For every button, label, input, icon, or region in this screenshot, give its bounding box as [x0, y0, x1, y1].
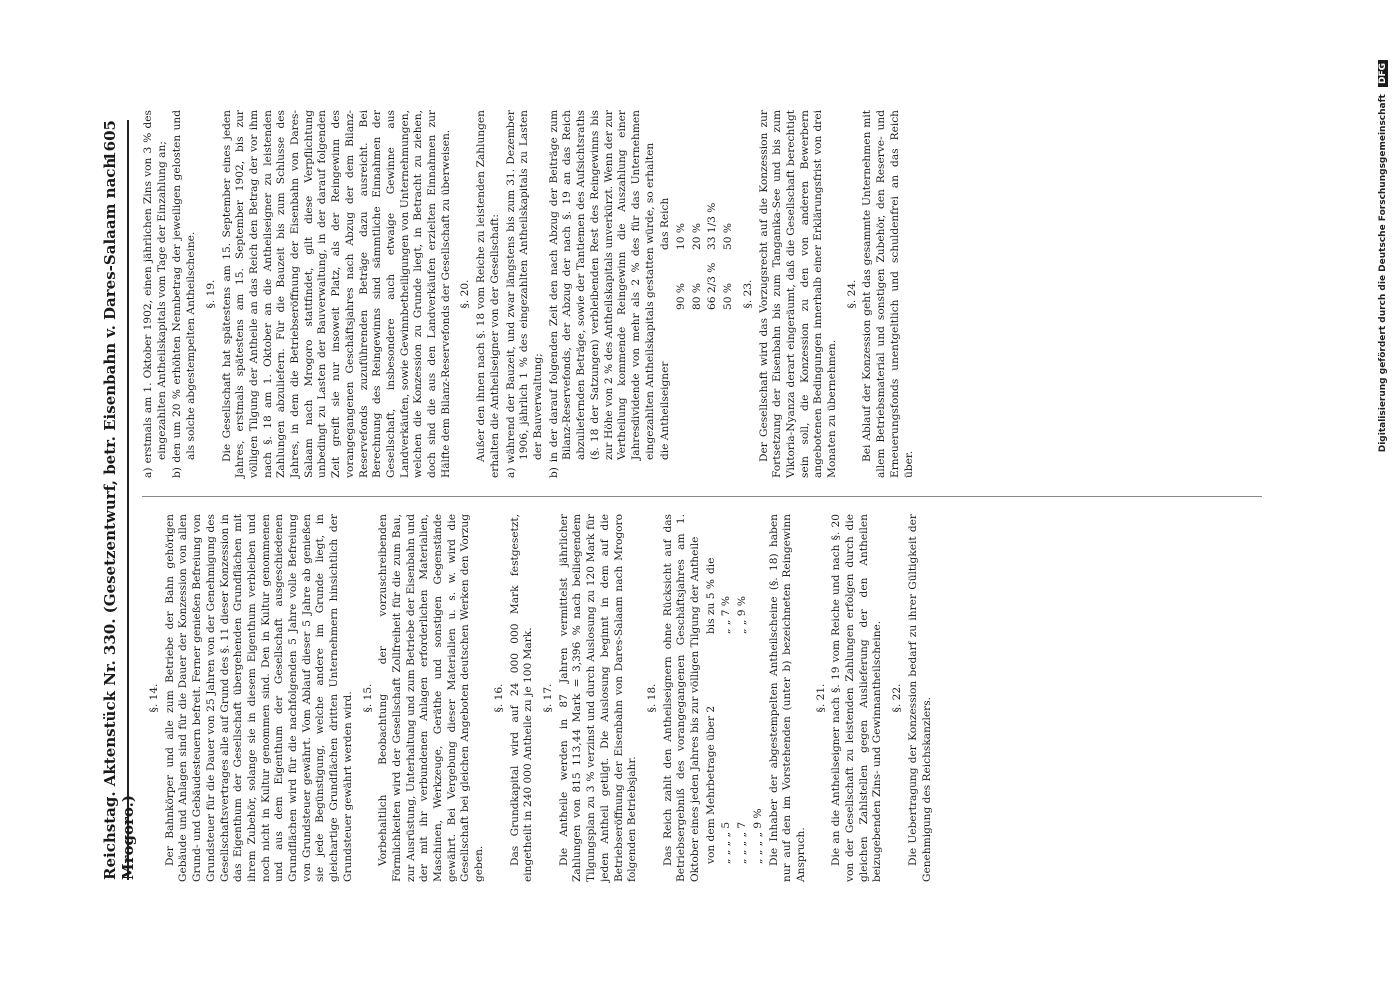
section-text: Das Reich zahlt den Antheilseignern ohne Rücksicht auf das Betriebsergebniß des vorangegangenen Geschäftsjahres am 1. Oktober eines jeden Jahres bis zur völligen Tilgung der Antheile	[661, 514, 702, 882]
list-item: a) während der Bauzeit, und zwar längstens bis zum 31. Dezember 1906, jährlich 1 % des eingezahlten Antheilskapitals zu Lasten der Bauverwaltung;	[504, 110, 544, 478]
share-cell	[691, 310, 705, 460]
share-row	[706, 110, 720, 460]
section-text: Der Bahnkörper und alle zum Betriebe der Bahn gehörigen Gebäude und Anlagen sind für die Dauer der Konzession von allen Grund- und Gebäudesteuern befreit. Ferner genießen Befreiung von Grundsteuer für die Dauer von 25 Jahren von der Genehmigung des Gesellschaftsvertrages alle auf Grund des §. 11 dieser Konzession in das Eigenthum der Gesellschaft übergehenden Grundflächen mit ihrem Zubehör, solange sie in diesem Eigenthum verbleiben und noch nicht in Kultur genommen sind. Den in Kultur genommenen und aus dem Eigenthum der Gesellschaft ausgeschiedenen Grundflächen wird für die nachfolgenden 5 Jahre volle Befreiung von Grundsteuer gewährt. Vom Ablauf dieser 5 Jahre ab genießen sie jede Begünstigung, welche andere im Grunde liegt, in gleichartige Grundflächen dritten Unternehmern hinsichtlich der Grundsteuer gewährt werden wird.	[163, 514, 354, 882]
scale-cell: „ „ „ „ 9 %	[751, 808, 764, 864]
scale-cell: die	[704, 557, 717, 574]
right-column	[142, 110, 918, 478]
scale-cell	[752, 514, 766, 574]
section-text: Die Gesellschaft hat spätestens am 15. September eines jeden Jahres, erstmals spätestens am 15. September 1902, bis zur völligen Tilgung der Antheile an das Reich den Betrag der vor ihm nach §. 18 am 1. Oktober an die Antheilseigner zu leistenden Zahlungen abzuliefern. Für die Bauzeit bis zum Schlusse des Jahres, in dem die Betriebseröffnung der Eisenbahn von Dares-Salaam nach Mrogoro stattfindet, gilt diese Verpflichtung unbedingt zu Lasten der Bauverwaltung, in der darauf folgenden Zeit greift sie nur insoweit Platz, als der Reingewinn des vorangegangenen Geschäftsjahres nach Abzug der dem Bilanz-Reservefonds zuzuführenden Beträge dazu ausreicht. Bei Berechnung des Reingewinns sind sämmtliche Einnahmen der Gesellschaft, insbesondere auch etwaige Gewinne aus Landverkäufen, sowie Gewinnbetheiligungen von Unternehmungen, welchen die Konzession zu Grunde liegt, in Betracht zu ziehen, doch sind die aus den Landverkäufen erzielten Einnahmen zur Hälfte dem Bilanz-Reservefonds der Gesellschaft zu überweisen.	[220, 110, 452, 478]
share-row	[675, 110, 689, 460]
section-heading: §. 18.	[645, 683, 658, 713]
share-cell: 90 %	[675, 283, 688, 310]
share-cell: 20 %	[690, 223, 703, 250]
scale-row	[736, 514, 750, 864]
share-cell	[675, 310, 689, 460]
share-cell: 50 %	[722, 223, 735, 250]
section-heading: §. 15.	[361, 683, 374, 713]
share-cell: 33 1/3 %	[706, 202, 719, 250]
footer-text: Digitalisierung gefördert durch die Deutsche Forschungsgemeinschaft	[1378, 94, 1388, 453]
share-row	[722, 110, 736, 460]
scale-row	[705, 514, 719, 864]
scale-cell: „ „ 9 %	[736, 596, 749, 634]
section-heading: §. 16.	[492, 683, 505, 713]
section-text: Die Inhaber der abgestempelten Antheilscheine (§. 18) haben nur auf den im Vorstehenden (unter b) bezeichneten Reingewinn Anspruch.	[767, 514, 807, 882]
left-column	[142, 514, 936, 882]
section-text: Die Antheile werden in 87 Jahren vermittelst jährlicher Zahlungen von 815 113,44 Mark = 3,396 % nach beiliegendem Tilgungsplan zu 3 % verzinst und durch Auslosung zu 120 Mark für jeden Antheil getilgt. Die Auslosung beginnt in dem auf die Betriebseröffnung der Eisenbahn von Dares-Salaam nach Mrogoro folgenden Betriebsjahr.	[557, 514, 639, 882]
share-header	[659, 110, 673, 460]
section-heading: §. 24.	[845, 279, 858, 309]
share-cell: 80 %	[690, 283, 703, 310]
share-cell: 66 2/3 %	[706, 262, 719, 310]
scale-cell: bis zu 5 %	[704, 579, 717, 634]
section-text: Bei Ablauf der Konzession geht das gesammte Unternehmen mit allem Betriebsmaterial und sonstigen Zubehör, den Reserve- und Erneuerungsfonds unentgeltlich und schuldenfrei an das Reich über.	[861, 110, 915, 478]
section-heading: §. 20.	[459, 279, 472, 309]
page-header	[95, 120, 137, 880]
scale-cell	[752, 574, 766, 634]
section-heading: §. 23.	[741, 279, 754, 309]
scale-cell: „ „ „ „ 7	[736, 821, 749, 864]
section-text: Die Uebertragung der Konzession bedarf zu ihrer Gültigkeit der Genehmigung des Reichskanzlers.	[906, 514, 933, 882]
list-item: b) den um 20 % erhöhten Nennbetrag der jeweiligen gelosten und als solche abgestempelten Antheilscheine.	[171, 110, 198, 478]
share-cell	[659, 250, 673, 310]
dfg-logo: DFG	[1378, 60, 1388, 87]
page-number: 1605	[101, 120, 119, 162]
section-text: Das Grundkapital wird auf 24 000 000 Mark festgesetzt, eingetheilt in 240 000 Antheile zu je 100 Mark.	[508, 514, 535, 882]
share-cell	[706, 310, 720, 460]
scale-row	[752, 514, 766, 864]
scale-cell	[720, 514, 734, 574]
section-text: Der Gesellschaft wird das Vorzugsrecht auf die Konzession zur Fortsetzung der Eisenbahn bis zum Tanganika-See und bis zum Viktoria-Nyanza derart eingeräumt, daß die Gesellschaft berechtigt sein soll, die Konzession zu den von anderen Bewerbern angebotenen Bedingungen innerhalb einer Erklärungsfrist von drei Monaten zu übernehmen.	[757, 110, 839, 478]
list-item: a) erstmals am 1. Oktober 1902, einen jährlichen Zins von 3 % des eingezahlten Antheilskapitals vom Tage der Einzahlung an;	[142, 110, 168, 478]
section-heading: §. 19.	[204, 279, 217, 309]
share-cell: 10 %	[675, 223, 688, 250]
section-heading: §. 21.	[814, 683, 827, 713]
digitization-note	[1378, 60, 1388, 940]
share-cell: 50 %	[722, 283, 735, 310]
scale-cell: „ „ „ „ 5	[720, 821, 733, 864]
scale-row	[720, 514, 734, 864]
section-heading: §. 22.	[891, 683, 904, 713]
header-title: Reichstag. Aktenstück Nr. 330. (Gesetzentwurf, betr. Eisenbahn v. Dares-Salaam nach Mrogoro.)	[101, 157, 137, 880]
scale-cell	[736, 514, 750, 574]
share-cell: das Reich	[659, 197, 672, 250]
share-cell: die Antheilseigner	[659, 361, 672, 460]
section-heading: §. 17.	[541, 683, 554, 713]
scale-cell: „ „ 7 %	[720, 596, 733, 634]
section-text: Die an die Antheilseigner nach §. 19 vom Reiche und nach §. 20 von der Gesellschaft zu leistenden Zahlungen erfolgen durch die gleichen Zahlstellen gegen Auslieferung der den Antheilen beizugebenden Zins- und Gewinnantheilscheine.	[830, 514, 884, 882]
share-cell	[722, 310, 736, 460]
section-text: Außer den ihnen nach §. 18 vom Reiche zu leistenden Zahlungen erhalten die Antheilseigner von der Gesellschaft:	[475, 110, 501, 478]
scale-cell: von dem Mehrbetrage über 2	[704, 705, 717, 864]
column-divider	[142, 496, 1262, 497]
section-heading: §. 14.	[148, 683, 160, 713]
list-item: b) in der darauf folgenden Zeit den nach Abzug der Beiträge zum Bilanz-Reservefonds, der Abzug der nach §. 19 an das Reich abzuliefernden Beträge, sowie der Tantiemen des Aufsichtsraths (§. 18 der Satzungen) verbleibenden Rest des Reingewinns bis zur Höhe von 2 % des Antheilskapitals unverkürzt. Wenn der zur Vertheilung kommende Reingewinn die Auszahlung einer Jahresdividende von mehr als 2 % des für das Unternehmen eingezahlten Antheilskapitals gestatten würde, so erhalten	[547, 110, 656, 478]
share-row	[691, 110, 705, 460]
section-text: Vorbehaltlich Beobachtung der vorzuschreibenden Förmlichkeiten wird der Gesellschaft Zollfreiheit für die zum Bau, zur Ausrüstung, Unterhaltung und zum Betriebe der Eisenbahn und der mit ihr verbundenen Anlagen erforderlichen Materialien, Maschinen, Werkzeuge, Geräthe und sonstigen Gegenstände gewährt. Bei Vergebung dieser Materialien u. s. w. wird die Gesellschaft bei gleichen Angeboten deutschen Werken den Vorzug geben.	[377, 514, 486, 882]
